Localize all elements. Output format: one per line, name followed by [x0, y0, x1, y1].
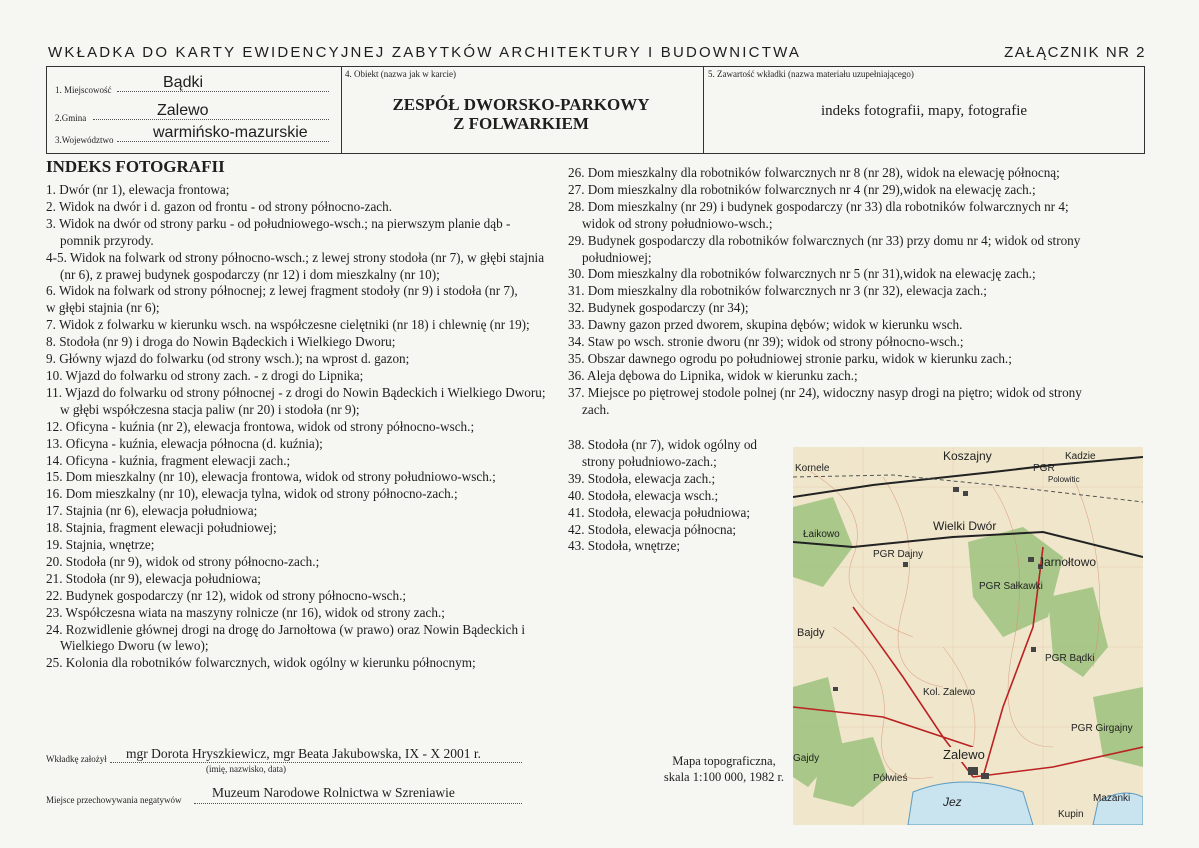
map-label: Mazanki: [1093, 793, 1131, 804]
wojewodztwo-row: 3.Województwo warmińsko-mazurskie: [55, 135, 114, 145]
wojewodztwo-value: warmińsko-mazurskie: [153, 124, 308, 141]
list-item: 21. Stodoła (nr 9), elewacja południowa;: [46, 570, 261, 586]
list-item: 1. Dwór (nr 1), elewacja frontowa;: [46, 182, 230, 197]
object-label: 4. Obiekt (nazwa jak w karcie): [345, 69, 456, 79]
map-label: Zalewo: [943, 747, 985, 762]
index-title: INDEKS FOTOGRAFII: [46, 157, 225, 176]
map-label: Półwieś: [873, 773, 908, 784]
list-item: 37. Miejsce po piętrowej stodole polnej (nr 24), widoczny nasyp drogi na piętro; widok od strony zach.: [568, 384, 1082, 417]
map-label: PGR Bądki: [1045, 653, 1095, 664]
map-label: Wielki Dwór: [933, 519, 997, 533]
map-image: [793, 447, 1143, 825]
list-item: 34. Staw po wsch. stronie dworu (nr 39); widok od strony północno-wsch.;: [568, 334, 964, 350]
photo-index-right-lower: [568, 437, 788, 555]
content-cell: [704, 67, 1144, 153]
author-value: mgr Dorota Hryszkiewicz, mgr Beata Jakubowska, IX - X 2001 r.: [126, 746, 482, 761]
map-label: Łaikowo: [803, 529, 840, 540]
map-label: Koszajny: [943, 449, 992, 463]
author-field: Wkładkę założył mgr Dorota Hryszkiewicz, mgr Beata Jakubowska, IX - X 2001 r. (imię, nazwisko, data): [46, 754, 546, 784]
list-item: 40. Stodoła, elewacja wsch.;: [568, 487, 719, 503]
list-item: 26. Dom mieszkalny dla robotników folwarcznych nr 8 (nr 28), widok na elewację północną;: [568, 165, 1060, 180]
list-item: 4-5. Widok na folwark od strony północno-wsch.; z lewej strony stodoła (nr 7), w głębi stajnia (nr 6), z prawej budynek gospodarczy (nr 12) i dom mieszkalny (nr 10);: [46, 249, 545, 282]
map-label: PGR: [1033, 463, 1055, 474]
map-label: Kadzie: [1065, 451, 1096, 462]
list-item: 17. Stajnia (nr 6), elewacja południowa;: [46, 503, 258, 519]
list-item: 18. Stajnia, fragment elewacji południowej;: [46, 520, 277, 536]
list-item: 36. Aleja dębowa do Lipnika, widok w kierunku zach.;: [568, 367, 858, 383]
map-label: Polowitic: [1048, 475, 1080, 484]
list-item: 25. Kolonia dla robotników folwarcznych, widok ogólny w kierunku północnym;: [46, 655, 476, 671]
list-item: 32. Budynek gospodarczy (nr 34);: [568, 300, 749, 316]
list-item: 22. Budynek gospodarczy (nr 12), widok od strony północno-wsch.;: [46, 587, 407, 603]
list-item: 8. Stodoła (nr 9) i droga do Nowin Bądeckich i Wielkiego Dworu;: [46, 334, 396, 350]
list-item: 19. Stajnia, wnętrze;: [46, 537, 155, 553]
list-item: 6. Widok na folwark od strony północnej; z lewej fragment stodoły (nr 9) i stodoła (nr 7),: [46, 283, 518, 299]
list-item: 20. Stodoła (nr 9), widok od strony północno-zach.;: [46, 553, 320, 569]
info-box: [46, 66, 1145, 154]
list-item: 11. Wjazd do folwarku od strony północnej - z drogi do Nowin Bądeckich i Wielkiego Dworu; w głębi współczesna stacja paliw (nr 20) i stodoła (nr 9);: [46, 384, 546, 417]
map-label: Gajdy: [793, 753, 820, 764]
list-item: 30. Dom mieszkalny dla robotników folwarcznych nr 5 (nr 31),widok na elewację zach.;: [568, 266, 1036, 282]
list-item: 35. Obszar dawnego ogrodu po południowej stronie parku, widok w kierunku zach.;: [568, 350, 1012, 366]
list-item: 24. Rozwidlenie głównej drogi na drogę do Jarnołtowa (w prawo) oraz Nowin Bądeckich i Wielkiego Dworu (w lewo);: [46, 621, 526, 654]
list-item: 33. Dawny gazon przed dworem, skupina dębów; widok w kierunku wsch.: [568, 317, 963, 333]
list-item: 9. Główny wjazd do folwarku (od strony wsch.); na wprost d. gazon;: [46, 351, 410, 367]
annex-number: ZAŁĄCZNIK NR 2: [1004, 44, 1146, 61]
miejscowosc-row: 1. Miejscowość Bądki: [55, 85, 112, 95]
map-label: PGR Girgajny: [1071, 723, 1133, 734]
list-item: 27. Dom mieszkalny dla robotników folwarcznych nr 4 (nr 29),widok na elewację zach.;: [568, 181, 1036, 197]
list-item: 39. Stodoła, elewacja zach.;: [568, 470, 716, 486]
list-item: 29. Budynek gospodarczy dla robotników folwarcznych (nr 33) przy domu nr 4; widok od strony południowej;: [568, 232, 1081, 265]
map-label: Kol. Zalewo: [923, 687, 976, 698]
map-label: Kornele: [795, 463, 830, 474]
topographic-map: [793, 447, 1143, 825]
negatives-value: Muzeum Narodowe Rolnictwa w Szreniawie: [212, 785, 455, 800]
list-item: 3. Widok na dwór od strony parku - od południowego-wsch.; na pierwszym planie dąb - pomnik przyrody.: [46, 215, 511, 248]
photo-index-right: [568, 165, 1092, 419]
gmina-value: Zalewo: [157, 102, 209, 119]
list-item: 28. Dom mieszkalny (nr 29) i budynek gospodarczy (nr 33) dla robotników folwarcznych nr 4; widok od strony południowo-wsch.;: [568, 198, 1069, 231]
list-item: 31. Dom mieszkalny dla robotników folwarcznych nr 3 (nr 32), elewacja zach.;: [568, 283, 987, 299]
list-item: 43. Stodoła, wnętrze;: [568, 538, 681, 554]
list-item: 12. Oficyna - kuźnia (nr 2), elewacja frontowa, widok od strony północno-wsch.;: [46, 418, 475, 434]
list-item: 15. Dom mieszkalny (nr 10), elewacja frontowa, widok od strony południowo-wsch.;: [46, 469, 496, 485]
list-item: 2. Widok na dwór i d. gazon od frontu - od strony północno-zach.: [46, 198, 393, 214]
list-item: 14. Oficyna - kuźnia, fragment elewacji zach.;: [46, 452, 291, 468]
object-cell: [341, 67, 704, 153]
list-item: 38. Stodoła (nr 7), widok ogólny od strony południowo-zach.;: [568, 437, 758, 469]
list-item: 7. Widok z folwarku w kierunku wsch. na współczesne cielętniki (nr 18) i chlewnię (nr 19);: [46, 317, 530, 333]
map-label: Bajdy: [797, 627, 825, 639]
list-item: 42. Stodoła, elewacja północna;: [568, 521, 737, 537]
map-label: PGR Sałkawki: [979, 581, 1043, 592]
map-caption: Mapa topograficzna, skala 1:100 000, 1982 r.: [663, 754, 785, 784]
header: [48, 44, 1146, 66]
object-name: ZESPÓŁ DWORSKO-PARKOWY Z FOLWARKIEM: [392, 95, 650, 133]
list-item: 41. Stodoła, elewacja południowa;: [568, 504, 751, 520]
form-title: WKŁADKA DO KARTY EWIDENCYJNEJ ZABYTKÓW ARCHITEKTURY I BUDOWNICTWA: [48, 44, 802, 61]
photo-index-left: [46, 182, 546, 672]
list-item: 13. Oficyna - kuźnia, elewacja północna (d. kuźnia);: [46, 435, 323, 451]
list-item: w głębi stajnia (nr 6);: [46, 300, 160, 316]
map-label: Jez: [943, 795, 962, 809]
list-item: 10. Wjazd do folwarku od strony zach. - z drogi do Lipnika;: [46, 367, 364, 383]
location-cell: [47, 67, 342, 153]
list-item: 23. Współczesna wiata na maszyny rolnicze (nr 16), widok od strony zach.;: [46, 604, 445, 620]
map-label: Jarnołtowo: [1038, 555, 1097, 569]
map-label: Kupin: [1058, 809, 1084, 820]
list-item: 16. Dom mieszkalny (nr 10), elewacja tylna, widok od strony północno-zach.;: [46, 486, 458, 502]
content-value: indeks fotografii, mapy, fotografie: [820, 103, 1028, 119]
map-label: PGR Dajny: [873, 549, 924, 560]
gmina-row: 2.Gmina Zalewo: [55, 113, 86, 123]
content-label: 5. Zawartość wkładki (nazwa materiału uzupełniającego): [708, 69, 914, 79]
negatives-field: Miejsce przechowywania negatywów Muzeum Narodowe Rolnictwa w Szreniawie: [46, 795, 546, 815]
miejscowosc-value: Bądki: [163, 74, 204, 91]
author-caption: (imię, nazwisko, data): [206, 764, 286, 774]
